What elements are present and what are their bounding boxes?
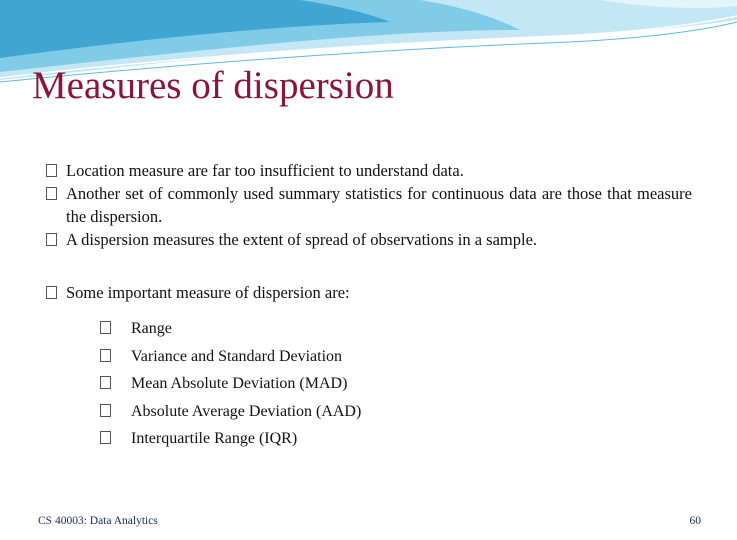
bullet-text: Some important measure of dispersion are:	[66, 283, 350, 302]
footer-course-label: CS 40003: Data Analytics	[38, 515, 158, 527]
bullet-list	[46, 159, 692, 304]
square-bullet-icon	[46, 187, 57, 200]
bullet-item	[46, 159, 692, 182]
square-bullet-icon	[46, 233, 57, 246]
bullet-item	[46, 182, 692, 228]
square-bullet-icon	[100, 349, 111, 362]
sub-bullet-text: Variance and Standard Deviation	[131, 347, 343, 365]
sub-bullet-text: Mean Absolute Deviation (MAD)	[131, 375, 348, 392]
sub-bullet-item	[100, 398, 361, 426]
sub-bullet-text: Range	[131, 320, 172, 337]
sub-bullet-text: Interquartile Range (IQR)	[131, 430, 298, 447]
sub-bullet-item	[100, 343, 361, 371]
bullet-item	[46, 228, 692, 251]
bullet-text: Location measure are far too insufficient to understand data.	[66, 161, 464, 180]
square-bullet-icon	[100, 431, 111, 444]
sub-bullet-item	[100, 370, 361, 398]
slide-number: 60	[689, 515, 701, 527]
square-bullet-icon	[46, 164, 57, 177]
sub-bullet-item	[100, 425, 361, 453]
square-bullet-icon	[100, 376, 111, 389]
slide-title: Measures of dispersion	[32, 64, 394, 107]
bullet-text: Another set of commonly used summary statistics for continuous data are those that measure the dispersion.	[66, 184, 692, 226]
sub-bullet-list	[100, 315, 361, 453]
sub-bullet-item	[100, 315, 361, 343]
sub-bullet-text: Absolute Average Deviation (AAD)	[131, 402, 362, 420]
bullet-item	[46, 281, 692, 304]
square-bullet-icon	[100, 404, 111, 417]
square-bullet-icon	[46, 286, 57, 299]
square-bullet-icon	[100, 321, 111, 334]
bullet-text: A dispersion measures the extent of spread of observations in a sample.	[66, 230, 538, 249]
